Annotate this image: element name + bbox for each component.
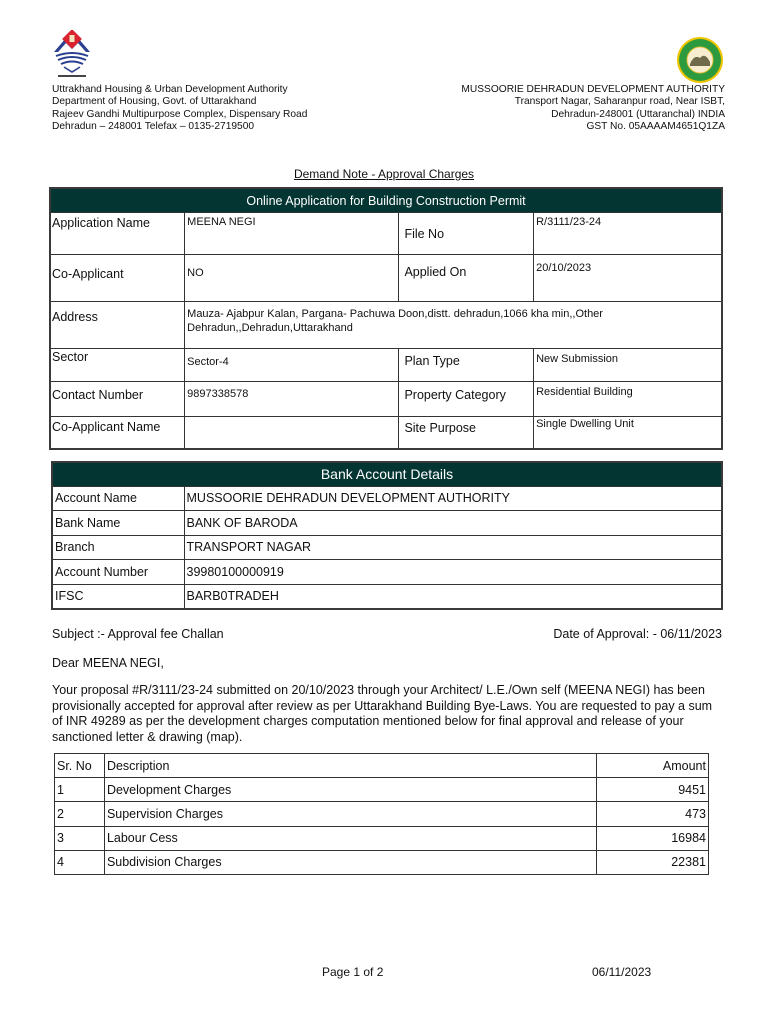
contact-number-value: 9897338578 bbox=[185, 381, 399, 416]
site-purpose-value: Single Dwelling Unit bbox=[534, 416, 722, 449]
column-header-sr-no: Sr. No bbox=[55, 754, 105, 778]
co-applicant-name-label: Co-Applicant Name bbox=[50, 416, 185, 449]
co-applicant-value: NO bbox=[185, 254, 399, 301]
plan-type-label: Plan Type bbox=[399, 348, 534, 381]
table-row bbox=[55, 826, 709, 850]
table-row bbox=[52, 584, 722, 609]
bank-row-value: TRANSPORT NAGAR bbox=[184, 535, 722, 560]
bank-row-label: Bank Name bbox=[52, 511, 184, 536]
sector-label: Sector bbox=[50, 348, 185, 381]
bank-row-value: BARB0TRADEH bbox=[184, 584, 722, 609]
charge-description: Development Charges bbox=[104, 778, 596, 802]
contact-number-label: Contact Number bbox=[50, 381, 185, 416]
charge-amount: 22381 bbox=[597, 850, 709, 874]
bank-row-value: BANK OF BARODA bbox=[184, 511, 722, 536]
applied-on-value: 20/10/2023 bbox=[534, 254, 722, 301]
charge-amount: 9451 bbox=[597, 778, 709, 802]
charge-sr-no: 3 bbox=[55, 826, 105, 850]
header-right-line: Dehradun-248001 (Uttaranchal) INDIA bbox=[551, 108, 725, 120]
table-row bbox=[55, 802, 709, 826]
subject-line: Subject :- Approval fee Challan bbox=[52, 627, 224, 641]
footer-date: 06/11/2023 bbox=[592, 965, 652, 979]
column-header-description: Description bbox=[104, 754, 596, 778]
document-title: Demand Note - Approval Charges bbox=[293, 167, 475, 181]
address-value bbox=[185, 301, 722, 348]
header-right-line: GST No. 05AAAAM4651Q1ZA bbox=[586, 121, 725, 133]
charge-description: Labour Cess bbox=[104, 826, 596, 850]
bank-row-value: 39980100000919 bbox=[184, 560, 722, 585]
property-category-value: Residential Building bbox=[534, 381, 722, 416]
table-row bbox=[55, 778, 709, 802]
site-purpose-label: Site Purpose bbox=[399, 416, 534, 449]
page-number: Page 1 of 2 bbox=[322, 965, 384, 979]
table-row bbox=[52, 535, 722, 560]
table-row bbox=[50, 254, 722, 301]
mdda-address-block bbox=[461, 84, 725, 134]
table-row bbox=[50, 348, 722, 381]
letter-body: Your proposal #R/3111/23-24 submitted on 20/10/2023 through your Architect/ L.E./Own self (MEENA NEGI) has been provisionally accepted for approval after review as per Uttarakhand Building Bye-Laws. You are requested to pay a sum of INR 49289 as per the development charges computation mentioned below for final approval and release of your sanctioned letter & drawing (map). bbox=[52, 683, 713, 744]
plan-type-value: New Submission bbox=[534, 348, 722, 381]
charge-sr-no: 2 bbox=[55, 802, 105, 826]
bank-row-label: Account Name bbox=[52, 486, 184, 511]
bank-band-title: Bank Account Details bbox=[320, 466, 454, 483]
charges-table bbox=[54, 753, 709, 875]
header-right-line: Transport Nagar, Saharanpur road, Near ISBT, bbox=[514, 96, 725, 108]
table-row bbox=[52, 560, 722, 585]
mdda-seal-logo bbox=[674, 36, 726, 84]
bank-band bbox=[52, 462, 722, 486]
bank-row-label: IFSC bbox=[52, 584, 184, 609]
header-left-line: Uttrakhand Housing & Urban Development Authority bbox=[52, 84, 288, 95]
table-row bbox=[50, 301, 722, 348]
header-right-line: MUSSOORIE DEHRADUN DEVELOPMENT AUTHORITY bbox=[461, 84, 725, 95]
salutation: Dear MEENA NEGI, bbox=[52, 656, 164, 670]
sector-value: Sector-4 bbox=[185, 348, 399, 381]
uttarakhand-emblem-logo bbox=[50, 30, 94, 80]
file-no-value: R/3111/23-24 bbox=[534, 212, 722, 254]
table-row bbox=[50, 212, 722, 254]
charge-sr-no: 4 bbox=[55, 850, 105, 874]
application-details-table bbox=[49, 187, 723, 450]
header-left-line: Department of Housing, Govt. of Uttarakhand bbox=[52, 96, 257, 108]
address-label: Address bbox=[50, 301, 185, 348]
address-line-2: Dehradun,,Dehradun,Uttarakhand bbox=[187, 321, 353, 334]
charge-amount: 473 bbox=[597, 802, 709, 826]
bank-row-label: Branch bbox=[52, 535, 184, 560]
table-row bbox=[52, 486, 722, 511]
co-applicant-label: Co-Applicant bbox=[50, 254, 185, 301]
header-left-line: Rajeev Gandhi Multipurpose Complex, Dispensary Road bbox=[52, 108, 308, 120]
table-row bbox=[55, 850, 709, 874]
charge-description: Subdivision Charges bbox=[104, 850, 596, 874]
file-no-label: File No bbox=[399, 212, 534, 254]
bank-details-table bbox=[51, 461, 723, 610]
charge-amount: 16984 bbox=[597, 826, 709, 850]
application-name-value: MEENA NEGI bbox=[185, 212, 399, 254]
table-row bbox=[52, 511, 722, 536]
co-applicant-name-value bbox=[185, 416, 399, 449]
application-band-title: Online Application for Building Construction Permit bbox=[246, 193, 526, 208]
property-category-label: Property Category bbox=[399, 381, 534, 416]
table-row bbox=[50, 381, 722, 416]
address-line-1: Mauza- Ajabpur Kalan, Pargana- Pachuwa Doon,distt. dehradun,1066 kha min,,Other bbox=[187, 307, 603, 320]
date-of-approval: Date of Approval: - 06/11/2023 bbox=[553, 627, 722, 641]
bank-row-label: Account Number bbox=[52, 560, 184, 585]
charge-description: Supervision Charges bbox=[104, 802, 596, 826]
uhuda-address-block bbox=[52, 84, 307, 134]
applied-on-label: Applied On bbox=[399, 254, 534, 301]
table-header-row bbox=[55, 754, 709, 778]
application-band bbox=[50, 188, 722, 212]
table-row bbox=[50, 416, 722, 449]
header-left-line: Dehradun – 248001 Telefax – 0135-2719500 bbox=[52, 121, 255, 133]
charge-sr-no: 1 bbox=[55, 778, 105, 802]
column-header-amount: Amount bbox=[597, 754, 709, 778]
bank-row-value: MUSSOORIE DEHRADUN DEVELOPMENT AUTHORITY bbox=[184, 486, 722, 511]
application-name-label: Application Name bbox=[50, 212, 185, 254]
